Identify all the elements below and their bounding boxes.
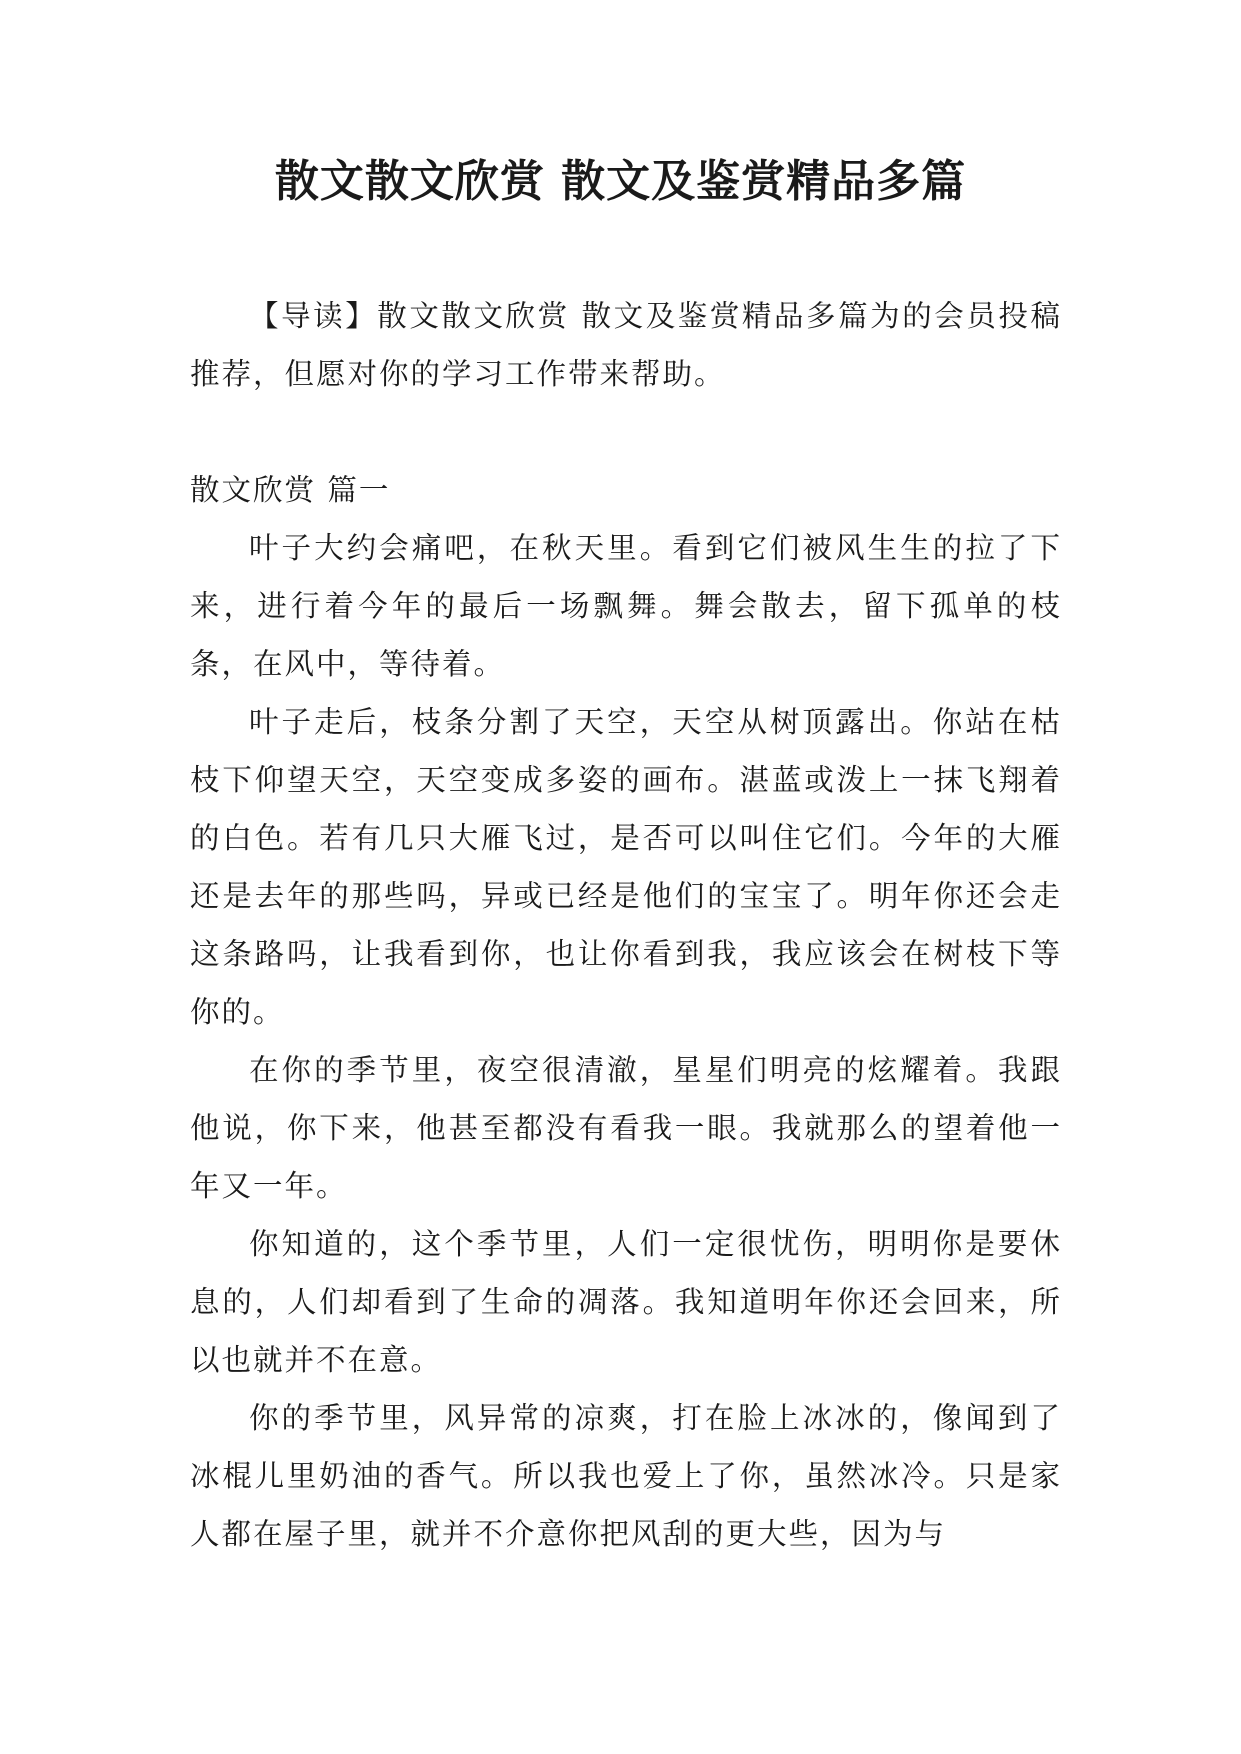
- body-paragraph: 你的季节里，风异常的凉爽，打在脸上冰冰的，像闻到了冰棍儿里奶油的香气。所以我也爱上了你，虽然冰冷。只是家人都在屋子里，就并不介意你把风刮的更大些，因为与: [190, 1401, 1062, 1551]
- document-title: 散文散文欣赏 散文及鉴赏精品多篇: [274, 156, 967, 207]
- document-body: [190, 287, 1062, 1563]
- body-paragraph: 你知道的，这个季节里，人们一定很忧伤，明明你是要休息的，人们却看到了生命的凋落。我知道明年你还会回来，所以也就并不在意。: [190, 1227, 1062, 1377]
- body-paragraph: 在你的季节里，夜空很清澈，星星们明亮的炫耀着。我跟他说，你下来，他甚至都没有看我一眼。我就那么的望着他一年又一年。: [190, 1053, 1062, 1203]
- body-paragraph: 叶子大约会痛吧，在秋天里。看到它们被风生生的拉了下来，进行着今年的最后一场飘舞。舞会散去，留下孤单的枝条，在风中，等待着。: [190, 531, 1062, 681]
- body-paragraph: 叶子走后，枝条分割了天空，天空从树顶露出。你站在枯枝下仰望天空，天空变成多姿的画布。湛蓝或泼上一抹飞翔着的白色。若有几只大雁飞过，是否可以叫住它们。今年的大雁还是去年的那些吗，异或已经是他们的宝宝了。明年你还会走这条路吗，让我看到你，也让你看到我，我应该会在树枝下等你的。: [190, 705, 1062, 1029]
- section-heading: 散文欣赏 篇一: [190, 473, 391, 507]
- intro-paragraph: 【导读】散文散文欣赏 散文及鉴赏精品多篇为的会员投稿推荐，但愿对你的学习工作带来帮助。: [190, 299, 1062, 391]
